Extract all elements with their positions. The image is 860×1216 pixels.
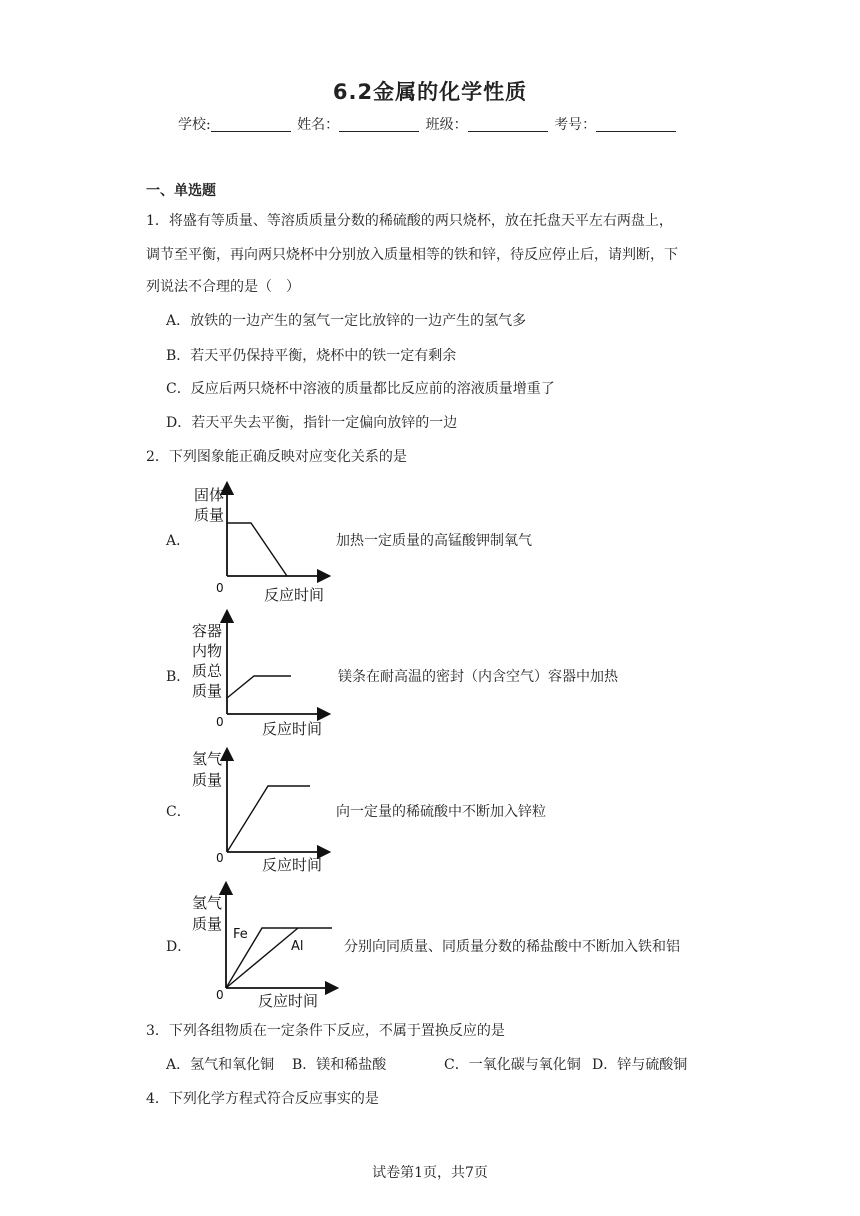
q2-stem: 2．下列图象能正确反映对应变化关系的是: [146, 449, 407, 465]
x-label: 反应时间: [262, 856, 323, 874]
q2-option-b-letter: B．: [166, 669, 191, 685]
origin-label: 0: [216, 851, 224, 865]
q2-graph-c: [188, 748, 338, 876]
q2-option-a-caption: 加热一定质量的高锰酸钾制氧气: [336, 533, 532, 549]
series-label-fe: Fe: [233, 927, 248, 942]
q3-option-c: C．一氧化碳与氧化铜: [444, 1057, 581, 1073]
curve: [227, 676, 291, 698]
y-label-4: 质量: [192, 682, 223, 700]
x-label: 反应时间: [264, 586, 325, 604]
q3-stem: 3．下列各组物质在一定条件下反应，不属于置换反应的是: [146, 1023, 505, 1039]
q2-option-c-letter: C．: [166, 804, 191, 820]
q2-option-d-letter: D．: [166, 939, 192, 955]
q2-option-d-caption: 分别向同质量、同质量分数的稀盐酸中不断加入铁和铝: [344, 939, 680, 955]
page-footer: 试卷第1页，共7页: [372, 1165, 488, 1181]
y-label-2: 内物: [192, 642, 223, 660]
q3-option-a: A．氢气和氧化铜: [166, 1057, 275, 1073]
y-label-1: 氢气: [192, 894, 223, 912]
q1-line-2: 调节至平衡，再向两只烧杯中分别放入质量相等的铁和锌，待反应停止后，请判断，下: [146, 247, 678, 263]
q1-option-d: D．若天平失去平衡，指针一定偏向放锌的一边: [166, 415, 458, 431]
x-label: 反应时间: [262, 720, 323, 738]
exam-no-blank[interactable]: [596, 117, 676, 132]
origin-label: 0: [216, 715, 224, 729]
q1-option-a: A．放铁的一边产生的氢气一定比放锌的一边产生的氢气多: [166, 313, 527, 329]
q1-line-3: 列说法不合理的是（ ）: [146, 279, 300, 295]
exam-no-label: 考号：: [554, 117, 597, 133]
page-title: 6.2金属的化学性质: [332, 80, 528, 104]
q2-option-c-caption: 向一定量的稀硫酸中不断加入锌粒: [336, 804, 546, 820]
q2-option-a-letter: A．: [166, 533, 191, 549]
series-label-al: Al: [291, 939, 304, 954]
origin-label: 0: [216, 581, 224, 595]
name-label: 姓名：: [297, 117, 340, 133]
school-label: 学校:: [178, 117, 211, 133]
curve: [227, 786, 310, 852]
student-info-line: [178, 114, 678, 134]
q2-graph-d: [188, 882, 338, 1010]
y-label-1: 容器: [192, 622, 223, 640]
school-blank[interactable]: [211, 117, 291, 132]
curve: [227, 523, 287, 576]
y-label-1: 固体: [194, 486, 225, 504]
q3-option-b: B．镁和稀盐酸: [292, 1057, 387, 1073]
name-blank[interactable]: [339, 117, 419, 132]
class-blank[interactable]: [468, 117, 548, 132]
q1-option-b: B．若天平仍保持平衡，烧杯中的铁一定有剩余: [166, 348, 457, 364]
y-label-2: 质量: [194, 506, 225, 524]
y-label-3: 质总: [192, 662, 223, 680]
x-label: 反应时间: [258, 992, 319, 1010]
q3-option-d: D．锌与硫酸铜: [592, 1057, 688, 1073]
q2-option-b-caption: 镁条在耐高温的密封（内含空气）容器中加热: [338, 669, 618, 685]
q1-line-1: 1．将盛有等质量、等溶质质量分数的稀硫酸的两只烧杯，放在托盘天平左右两盘上，: [146, 213, 673, 229]
q2-graph-a: [188, 482, 338, 606]
y-label-2: 质量: [192, 771, 223, 789]
q1-option-c: C．反应后两只烧杯中溶液的质量都比反应前的溶液质量增重了: [166, 381, 555, 397]
q2-graph-b: [188, 610, 338, 740]
y-label-2: 质量: [192, 915, 223, 933]
section-heading: 一、单选题: [146, 183, 216, 199]
class-label: 班级：: [425, 117, 468, 133]
q4-stem: 4．下列化学方程式符合反应事实的是: [146, 1091, 379, 1107]
y-label-1: 氢气: [192, 750, 223, 768]
origin-label: 0: [216, 988, 224, 1002]
